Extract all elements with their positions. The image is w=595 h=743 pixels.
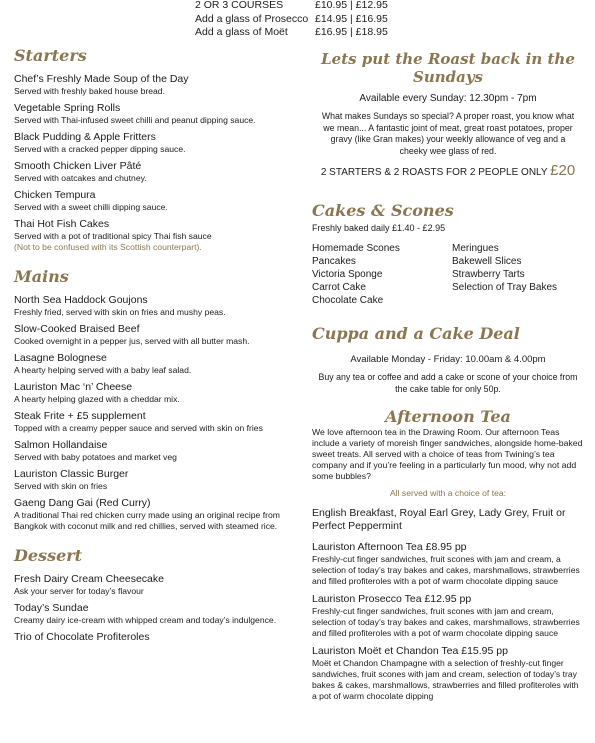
item-name: Gaeng Dang Gai (Red Curry) <box>14 497 151 509</box>
cake-item: Selection of Tray Bakes <box>452 282 558 293</box>
item-desc: Ask your server for today’s flavour <box>14 586 144 596</box>
afternoon-tea-heading: Afternoon Tea <box>385 407 511 426</box>
roast-description: What makes Sundays so special? A proper roast, you know what we mean... A fantastic joint of meat, great roast potatoes, proper gravy (like Gran makes) your weekly allowance of veg and a cheeky wee glass of red. <box>321 111 575 156</box>
tea-choice-note: All served with a choice of tea: <box>389 488 507 498</box>
set-price-label: Add a glass of Moët <box>195 26 288 38</box>
afternoon-tea-option <box>312 593 584 639</box>
menu-item <box>14 218 294 253</box>
item-desc: Served with oatcakes and chutney. <box>14 173 147 183</box>
set-price-block <box>195 0 415 40</box>
item-desc: Served with Thai-infused sweet chilli and peanut dipping sauce. <box>14 115 256 125</box>
cakes-heading: Cakes & Scones <box>312 201 454 220</box>
cake-item: Carrot Cake <box>312 282 366 293</box>
item-name: Smooth Chicken Liver Pâté <box>14 160 142 172</box>
item-name: Fresh Dairy Cream Cheesecake <box>14 573 164 585</box>
cake-item: Meringues <box>452 243 499 254</box>
item-desc: Freshly fried, served with skin on fries and mushy peas. <box>14 307 226 317</box>
starters-heading: Starters <box>14 46 87 65</box>
item-desc: Served with skin on fries <box>14 481 108 491</box>
item-desc: Served with baby potatoes and market veg <box>14 452 177 462</box>
menu-item <box>14 294 294 318</box>
item-name: North Sea Haddock Goujons <box>14 294 148 306</box>
cake-item: Bakewell Slices <box>452 256 522 267</box>
item-name: Steak Frite + £5 supplement <box>14 410 146 422</box>
item-desc: Served with a cracked pepper dipping sauce. <box>14 144 186 154</box>
dessert-heading: Dessert <box>14 546 83 565</box>
cake-item: Homemade Scones <box>312 243 400 254</box>
item-desc: Served with a sweet chilli dipping sauce. <box>14 202 168 212</box>
item-desc: A hearty helping glazed with a cheddar mix. <box>14 394 180 404</box>
menu-item <box>14 410 294 434</box>
afternoon-tea-intro: We love afternoon tea in the Drawing Room. Our afternoon Teas include a variety of moreish finger sandwiches, alongside home-baked sweet treats. All served with a choice of teas from Twining’s tea company and if you’re feeling in a particularly fun mood, why not add some bubbles? <box>312 427 583 481</box>
item-note: (Not to be confused with its Scottish counterpart). <box>14 242 202 252</box>
cuppa-heading: Cuppa and a Cake Deal <box>312 324 520 343</box>
menu-item <box>14 602 294 626</box>
set-price-row <box>195 0 415 13</box>
item-desc: Served with a pot of traditional spicy Thai fish sauce <box>14 231 212 241</box>
item-desc: Creamy dairy ice-cream with whipped cream and today’s indulgence. <box>14 615 277 625</box>
roast-availability: Available every Sunday: 12.30pm - 7pm <box>359 93 537 104</box>
menu-item <box>14 131 294 155</box>
item-desc: A traditional Thai red chicken curry made using an original recipe from Bangkok with coconut milk and red chillies, served with steamed rice. <box>14 510 280 531</box>
menu-item <box>14 381 294 405</box>
item-desc: A hearty helping served with a baby leaf salad. <box>14 365 192 375</box>
item-name: Today’s Sundae <box>14 602 89 614</box>
item-name: Chef’s Freshly Made Soup of the Day <box>14 73 189 85</box>
item-name: Chicken Tempura <box>14 189 96 201</box>
roast-heading: Lets put the Roast back in the Sundays <box>321 50 575 86</box>
item-desc: Topped with a creamy pepper sauce and served with skin on fries <box>14 423 263 433</box>
menu-item <box>14 468 294 492</box>
tea-choices: English Breakfast, Royal Earl Grey, Lady Grey, Fruit or Perfect Peppermint <box>312 507 566 532</box>
tea-option-name: Lauriston Moët et Chandon Tea £15.95 pp <box>312 645 508 657</box>
mains-heading: Mains <box>14 267 69 286</box>
set-price-label: Add a glass of Prosecco <box>195 12 309 25</box>
menu-item <box>14 352 294 376</box>
cakes-list <box>312 242 584 307</box>
left-column <box>14 46 294 649</box>
right-column <box>312 46 584 708</box>
set-price-value: £10.95 | £12.95 <box>315 0 388 11</box>
item-name: Black Pudding & Apple Fritters <box>14 131 156 143</box>
cuppa-availability: Available Monday - Friday: 10.00am & 4.00pm <box>350 354 546 365</box>
item-name: Salmon Hollandaise <box>14 439 108 451</box>
tea-option-name: Lauriston Afternoon Tea £8.95 pp <box>312 541 467 553</box>
tea-option-desc: Freshly-cut finger sandwiches, fruit scones with jam and cream, selection of today’s tray bakes and cakes, marshmallows, strawberries and filled profiteroles with a pot of warm chocolate dipping sauce <box>312 606 580 638</box>
afternoon-tea-option <box>312 645 584 702</box>
menu-item <box>14 102 294 126</box>
menu-item <box>14 439 294 463</box>
item-name: Lauriston Mac ‘n’ Cheese <box>14 381 133 393</box>
menu-item <box>14 323 294 347</box>
cakes-list-left <box>312 242 452 307</box>
cakes-list-right <box>452 242 582 307</box>
roast-offer <box>312 163 584 181</box>
menu-item <box>14 160 294 184</box>
cake-item: Pancakes <box>312 256 356 267</box>
menu-item <box>14 573 294 597</box>
item-name: Lasagne Bolognese <box>14 352 107 364</box>
item-desc: Cooked overnight in a pepper jus, served with all butter mash. <box>14 336 250 346</box>
menu-item <box>14 73 294 97</box>
cake-item: Chocolate Cake <box>312 295 384 306</box>
afternoon-tea-option <box>312 541 584 587</box>
cake-item: Strawberry Tarts <box>452 269 525 280</box>
cake-item: Victoria Sponge <box>312 269 383 280</box>
menu-item <box>14 497 294 532</box>
tea-option-name: Lauriston Prosecco Tea £12.95 pp <box>312 593 472 605</box>
cuppa-description: Buy any tea or coffee and add a cake or scone of your choice from the cake table for only 50p. <box>318 372 578 394</box>
set-price-label: 2 OR 3 COURSES <box>195 0 284 11</box>
item-name: Thai Hot Fish Cakes <box>14 218 110 230</box>
item-name: Lauriston Classic Burger <box>14 468 129 480</box>
tea-option-desc: Moët et Chandon Champagne with a selection of freshly-cut finger sandwiches, fruit scones with jam and cream, selection of today’s tray bakes & cakes, marshmallows, strawberries and filled profiteroles with a pot of warm chocolate dipping <box>312 658 579 701</box>
roast-offer-price: £20 <box>550 162 576 179</box>
item-name: Slow-Cooked Braised Beef <box>14 323 140 335</box>
item-desc: Served with freshly baked house bread. <box>14 86 165 96</box>
menu-item <box>14 631 294 644</box>
cakes-subtitle: Freshly baked daily £1.40 - £2.95 <box>312 223 446 233</box>
set-price-row <box>195 26 415 40</box>
item-name: Trio of Chocolate Profiteroles <box>14 631 150 643</box>
set-price-value: £16.95 | £18.95 <box>315 26 388 38</box>
menu-item <box>14 189 294 213</box>
tea-option-desc: Freshly-cut finger sandwiches, fruit scones with jam and cream, a selection of today’s tray bakes and cakes, marshmallows, strawberries and filled profiteroles with a pot of warm chocolate dipping sauce <box>312 554 580 586</box>
set-price-value: £14.95 | £16.95 <box>315 12 388 25</box>
set-price-row <box>195 13 415 27</box>
roast-offer-text: 2 STARTERS & 2 ROASTS FOR 2 PEOPLE ONLY <box>320 167 548 178</box>
item-name: Vegetable Spring Rolls <box>14 102 121 114</box>
